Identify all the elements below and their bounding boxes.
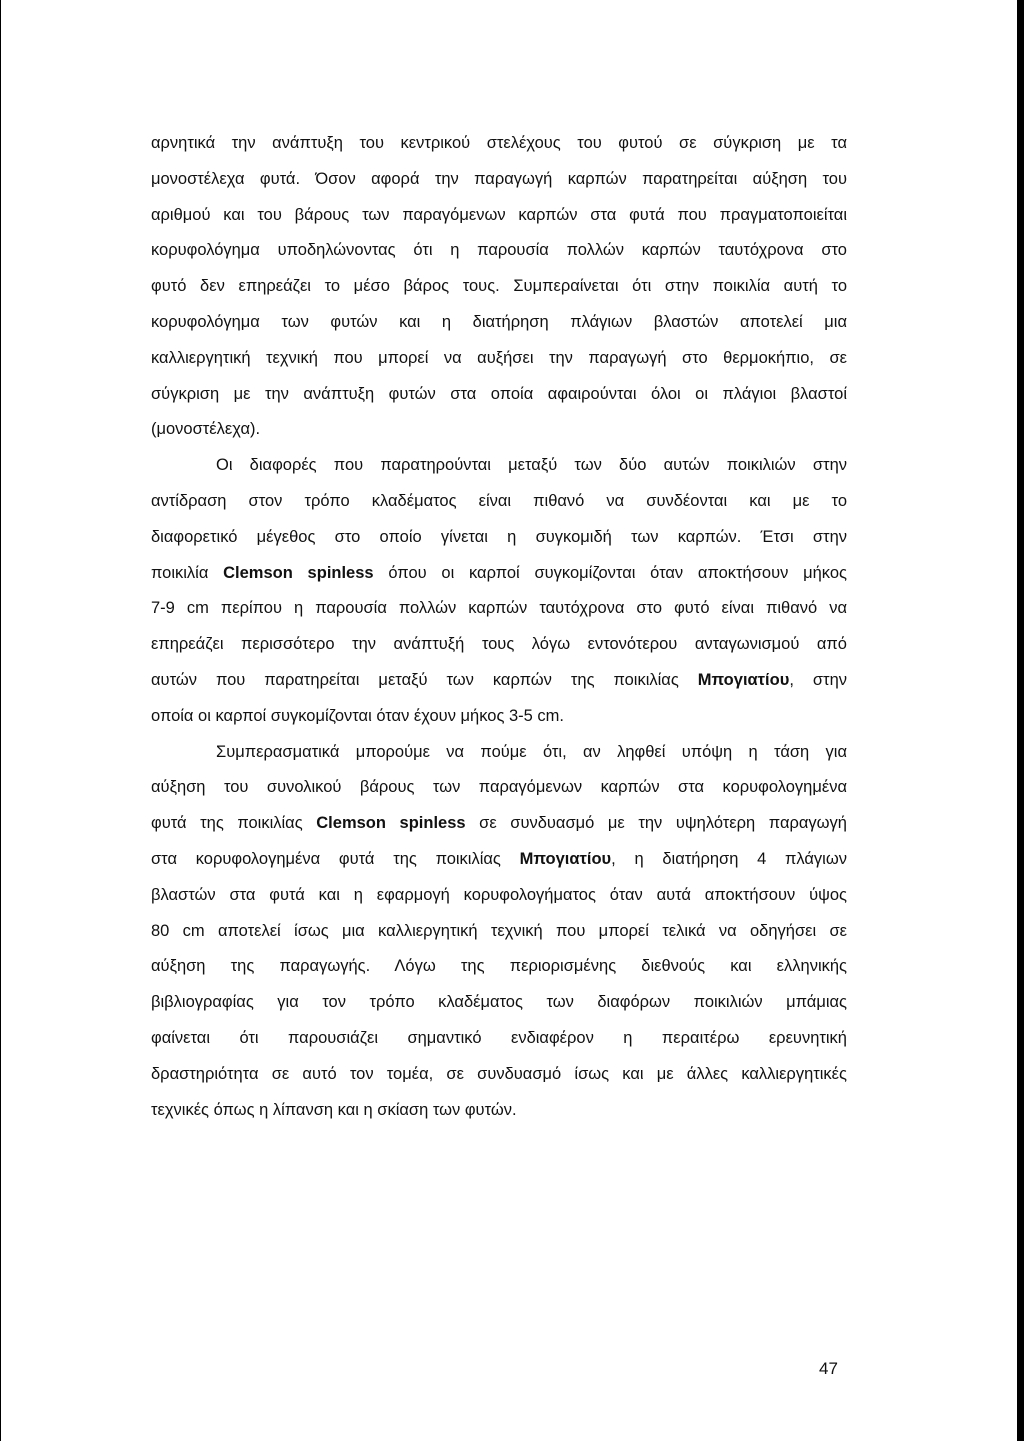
text-line — [151, 842, 847, 878]
text-line: φυτό δεν επηρεάζει το μέσο βάρος τους. Συμπεραίνεται ότι στην ποικιλία αυτή το — [151, 277, 847, 296]
paragraph-3 — [151, 735, 847, 1129]
text-line — [151, 663, 847, 699]
text-line: Οι διαφορές που παρατηρούνται μεταξύ των δύο αυτών ποικιλιών στην — [216, 456, 847, 475]
text-line: αριθμού και του βάρους των παραγόμενων καρπών στα φυτά που πραγματοποιείται — [151, 205, 847, 224]
text-line: σύγκριση με την ανάπτυξη φυτών στα οποία αφαιρούνται όλοι οι πλάγιοι βλαστοί — [151, 384, 847, 403]
text-line: 80 cm αποτελεί ίσως μια καλλιεργητική τεχνική που μπορεί τελικά να οδηγήσει σε — [151, 921, 847, 940]
text-span: στα κορυφολογημένα φυτά της ποικιλίας — [151, 849, 520, 868]
variety-name: Μπογιατίου — [697, 670, 790, 689]
text-line: 7-9 cm περίπου η παρουσία πολλών καρπών ταυτόχρονα στο φυτό είναι πιθανό να — [151, 599, 847, 618]
document-page — [1, 0, 1017, 1441]
text-span: ποικιλία — [151, 563, 224, 582]
text-line: κορυφολόγημα των φυτών και η διατήρηση πλάγιων βλαστών αποτελεί μια — [151, 312, 847, 331]
text-span: , στην — [789, 670, 847, 689]
body-text — [151, 126, 847, 1128]
text-span: σε συνδυασμό με την υψηλότερη παραγωγή — [465, 814, 847, 833]
text-span: αυτών που παρατηρείται μεταξύ των καρπών της ποικιλίας — [151, 670, 698, 689]
text-line: μονοστέλεχα φυτά. Όσον αφορά την παραγωγή καρπών παρατηρείται αύξηση του — [151, 169, 847, 188]
text-line: αντίδραση στον τρόπο κλαδέματος είναι πιθανό να συνδέονται και με το — [151, 491, 847, 510]
text-line — [151, 556, 847, 592]
text-line: καλλιεργητική τεχνική που μπορεί να αυξήσει την παραγωγή στο θερμοκήπιο, σε — [151, 348, 847, 367]
text-line: Συμπερασματικά μπορούμε να πούμε ότι, αν ληφθεί υπόψη η τάση για — [216, 742, 847, 761]
text-span: φυτά της ποικιλίας — [151, 814, 317, 833]
text-line: διαφορετικό μέγεθος στο οποίο γίνεται η συγκομιδή των καρπών. Έτσι στην — [151, 527, 847, 546]
text-line: (μονοστέλεχα). — [151, 420, 261, 439]
text-line: επηρεάζει περισσότερο την ανάπτυξή τους λόγω εντονότερου ανταγωνισμού από — [151, 635, 847, 654]
text-line: αύξηση της παραγωγής. Λόγω της περιορισμένης διεθνούς και ελληνικής — [151, 957, 847, 976]
variety-name: Clemson spinless — [223, 563, 374, 582]
text-line: βλαστών στα φυτά και η εφαρμογή κορυφολογήματος όταν αυτά αποκτήσουν ύψος — [151, 885, 847, 904]
variety-name: Clemson spinless — [316, 814, 466, 833]
text-line: βιβλιογραφίας για τον τρόπο κλαδέματος των διαφόρων ποικιλιών μπάμιας — [151, 993, 847, 1012]
text-span: όπου οι καρποί συγκομίζονται όταν αποκτήσουν μήκος — [373, 563, 847, 582]
text-span: , η διατήρηση 4 πλάγιων — [611, 849, 847, 868]
text-line: δραστηριότητα σε αυτό τον τομέα, σε συνδυασμό ίσως και με άλλες καλλιεργητικές — [151, 1064, 847, 1083]
text-line: φαίνεται ότι παρουσιάζει σημαντικό ενδιαφέρον η περαιτέρω ερευνητική — [151, 1028, 847, 1047]
text-line: κορυφολόγημα υποδηλώνοντας ότι η παρουσία πολλών καρπών ταυτόχρονα στο — [151, 241, 847, 260]
paragraph-1 — [151, 126, 847, 448]
text-line: τεχνικές όπως η λίπανση και η σκίαση των φυτών. — [151, 1100, 517, 1119]
paragraph-2 — [151, 448, 847, 734]
text-line: αρνητικά την ανάπτυξη του κεντρικού στελέχους του φυτού σε σύγκριση με τα — [151, 134, 847, 152]
text-line: οποία οι καρποί συγκομίζονται όταν έχουν μήκος 3-5 cm. — [151, 706, 564, 725]
text-line: αύξηση του συνολικού βάρους των παραγόμενων καρπών στα κορυφολογημένα — [151, 778, 847, 797]
variety-name: Μπογιατίου — [519, 849, 612, 868]
text-line — [151, 806, 847, 842]
page-number: 47 — [819, 1359, 838, 1378]
